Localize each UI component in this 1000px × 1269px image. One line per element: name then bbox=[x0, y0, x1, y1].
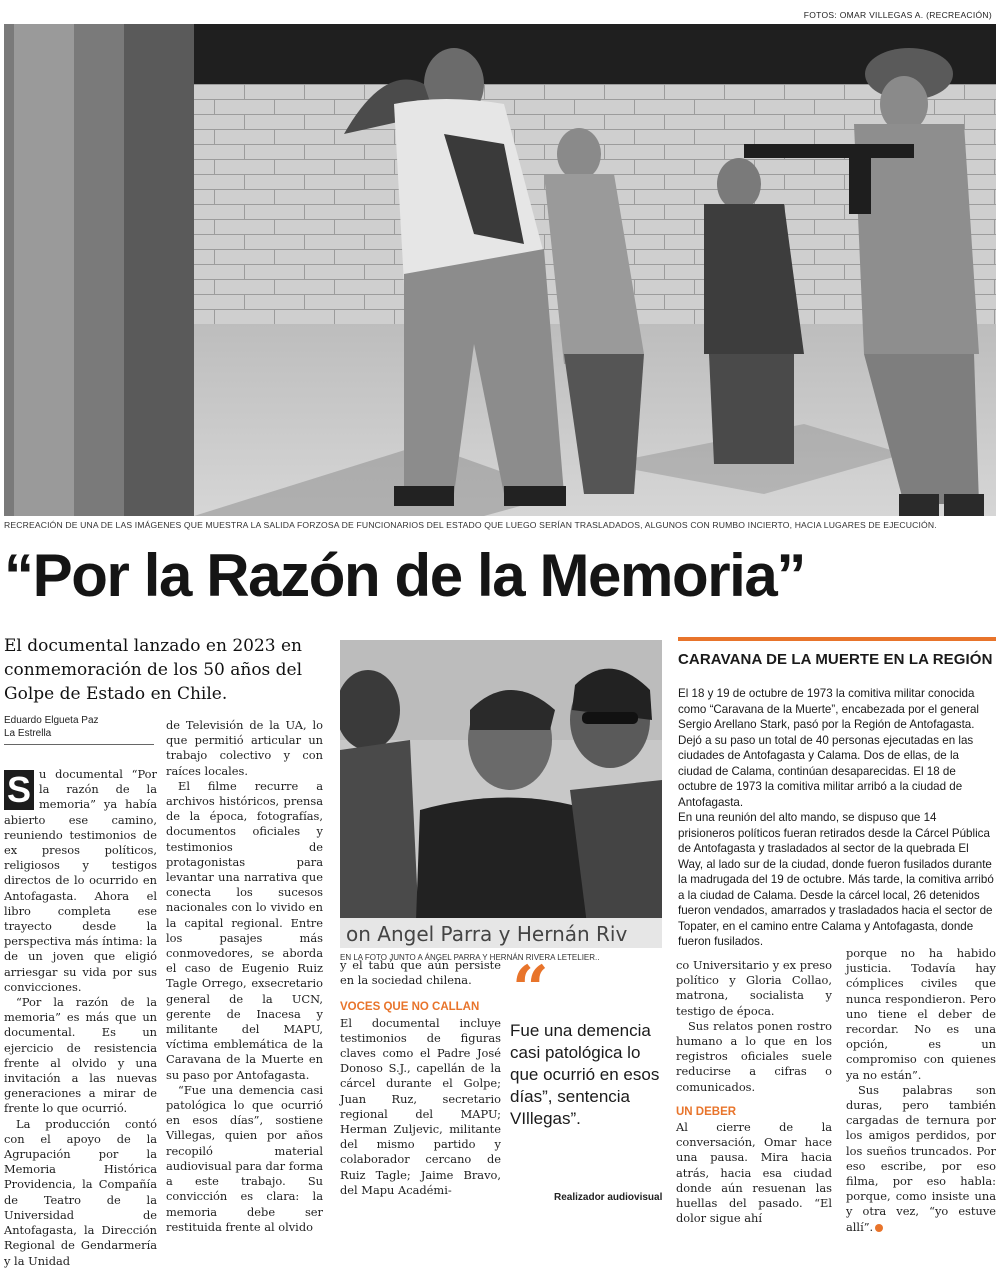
article-paragraph bbox=[846, 1083, 996, 1235]
article-paragraph: La producción contó con el apoyo de la Agrupación por la Memoria Histórica Providencia, la Compañía de Teatro de la Universidad de Antofagasta, la Dirección Regional de Gendarmería y la Unidad bbox=[4, 1116, 157, 1268]
article-paragraph: “Por la razón de la memoria” es más que un documental. Es un ejercicio de resistencia frente al olvido y una invitación a las nuevas generaciones a mirar de frente lo que ocurrió. bbox=[4, 995, 157, 1116]
article-paragraph bbox=[4, 767, 157, 995]
sidebar-body bbox=[678, 686, 996, 950]
end-mark-icon bbox=[875, 1224, 883, 1232]
section-title-voces: VOCES QUE NO CALLAN bbox=[340, 1001, 480, 1014]
article-text: Sus palabras son duras, pero también cargadas de ternura por los amigos perdidos, por los sueños truncados. Por eso escribe, por eso filma, por eso habla: porque, como insiste una y otra vez, “yo estuve allí”. bbox=[846, 1082, 996, 1234]
article-paragraph: Al cierre de la conversación, Omar hace una pausa. Mira hacia atrás, hacia esa ciudad donde aún resuenan las huellas del pasado. “El dolor sigue ahí bbox=[676, 1120, 832, 1226]
byline-outlet: La Estrella bbox=[4, 728, 52, 739]
secondary-photo-caption: EN LA FOTO JUNTO A ÁNGEL PARRA Y HERNÁN RIVERA LETELIER.. bbox=[340, 953, 600, 962]
article-paragraph: co Universitario y ex preso político y Gloria Collao, matrona, socialista y testigo de época. bbox=[676, 958, 832, 1018]
article-column-4 bbox=[676, 958, 832, 1226]
sidebar-title: CARAVANA DE LA MUERTE EN LA REGIÓN bbox=[678, 651, 993, 668]
article-paragraph: El documental incluye testimonios de figuras claves como el Padre José Donoso S.J., capellán de la cárcel durante el Golpe; Juan Ruz, secretario regional del MAPU; Herman Zuljevic, militante del mismo partido y colaborador cercano de Ruiz Tagle; Jaime Bravo, del Mapu Académi- bbox=[340, 1015, 501, 1197]
drop-cap: S bbox=[4, 770, 34, 810]
article-paragraph: de Televisión de la UA, lo que permitió articular un trabajo colectivo y con raíces locales. bbox=[166, 718, 323, 778]
pullquote-attribution: Realizador audiovisual bbox=[554, 1192, 663, 1203]
article-column-1 bbox=[4, 767, 157, 1269]
article-column-2 bbox=[166, 718, 323, 1235]
pullquote-text: Fue una demencia casi patológica lo que ocurrió en esos días”, sentencia VIllegas”. bbox=[510, 1021, 660, 1128]
sidebar-paragraph: En una reunión del alto mando, se dispuso que 14 prisioneros políticos fueran retirados desde la Cárcel Pública de Antofagasta y trasladados al sector de la quebrada El Way, al lado sur de la ciudad, donde fueron fusilados durante la madrugada del 19 de octubre. Más tarde, la comitiva arribó a la ciudad de Calama. Desde la cárcel local, 26 detenidos fueron vendados, amarrados y trasladados hacia el sector de Topater, en el camino entre Calama y Antofagasta, donde fueron fusilados. bbox=[678, 811, 994, 948]
byline-author: Eduardo Elgueta Paz bbox=[4, 715, 99, 726]
secondary-photo bbox=[340, 640, 662, 948]
subheadline: El documental lanzado en 2023 en conmemoración de los 50 años del Golpe de Estado en Chile. bbox=[4, 636, 303, 704]
article-paragraph: “Fue una demencia casi patológica lo que ocurrió en esos días”, sostiene Villegas, quien por años recopiló material audiovisual para dar forma a este trabajo. Su convicción es clara: la memoria debe ser restituida frente al olvido bbox=[166, 1082, 323, 1234]
article-column-3 bbox=[340, 958, 501, 1198]
quote-mark: “ bbox=[512, 952, 549, 1027]
sidebar-paragraph: El 18 y 19 de octubre de 1973 la comitiva militar conocida como “Caravana de la Muerte”, encabezada por el general Sergio Arellano Stark, pasó por la Región de Antofagasta. Dejó a su paso un total de 40 personas ejecutadas en las ciudades de Antofagasta y Calama. Dos de ellas, de la ciudad de Calama, continúan desaparecidas. El 18 de octubre de 1973 la comitiva militar arribó a la ciudad de Antofagasta. bbox=[678, 687, 979, 809]
article-text: u documental “Por la razón de la memoria” ya había abierto ese camino, reuniendo testimonios de ex presos políticos, religiosos y testigos directos de lo ocurrido en Antofagasta. Ahora el libro completa ese trayecto desde la perspectiva más íntima: la de un joven que eligió arriesgar su vida por sus convicciones. bbox=[4, 767, 157, 994]
section-title-deber: UN DEBER bbox=[676, 1105, 737, 1118]
article-column-5 bbox=[846, 946, 996, 1235]
article-paragraph: y el tabú que aún persiste en la sociedad chilena. bbox=[340, 958, 501, 988]
sidebar-accent-rule bbox=[678, 637, 996, 641]
photo-credit: FOTOS: OMAR VILLEGAS A. (RECREACIÓN) bbox=[803, 10, 992, 20]
secondary-photo-illustration bbox=[340, 640, 662, 948]
byline-divider bbox=[4, 744, 154, 745]
main-photo-illustration bbox=[4, 24, 996, 516]
headline: “Por la Razón de la Memoria” bbox=[4, 542, 806, 609]
photo-overlay-text: on Angel Parra y Hernán Riv bbox=[346, 922, 628, 946]
main-photo-caption: RECREACIÓN DE UNA DE LAS IMÁGENES QUE MUESTRA LA SALIDA FORZOSA DE FUNCIONARIOS DEL ESTADO QUE LUEGO SERÍAN TRASLADADOS, ALGUNOS CON RUMBO INCIERTO, HACIA LUGARES DE EJECUCIÓN. bbox=[4, 520, 937, 530]
article-paragraph: Sus relatos ponen rostro humano a lo que en los registros oficiales suele reducirse a cifras o comunicados. bbox=[676, 1018, 832, 1094]
byline bbox=[4, 714, 154, 740]
article-paragraph: porque no ha habido justicia. Todavía hay cómplices civiles que nunca respondieron. Pero uno tiene el deber de recordar. No es una opción, es un compromiso con quienes ya no están”. bbox=[846, 946, 996, 1082]
main-photo bbox=[4, 24, 996, 516]
article-paragraph: El filme recurre a archivos históricos, prensa de la época, fotografías, documentos oficiales y testimonios de protagonistas para levantar una narrativa que conecta los sucesos nacionales con lo vivido en la capital regional. Entre los pasajes más conmovedores, se aborda el caso de Eugenio Ruiz Tagle Orrego, exsecretario general de la UCN, gerente de Inacesa y militante del MAPU, víctima emblemática de la Caravana de la Muerte en su paso por Antofagasta. bbox=[166, 778, 323, 1082]
